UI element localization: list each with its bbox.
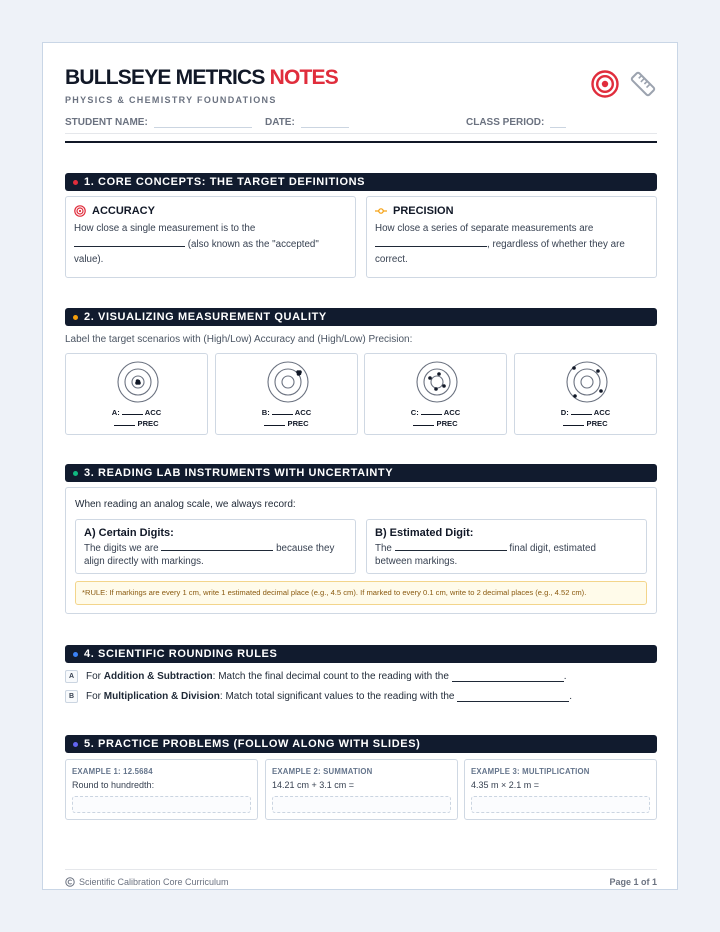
footer-curriculum: Scientific Calibration Core Curriculum xyxy=(79,877,229,887)
class-period-field[interactable] xyxy=(466,117,566,128)
target-b-diagram xyxy=(266,360,310,404)
class-period-label: CLASS PERIOD: xyxy=(466,117,545,128)
example-1-label: EXAMPLE 1: 12.5684 xyxy=(72,767,153,776)
section-3-header xyxy=(65,464,657,482)
certain-blank[interactable] xyxy=(161,541,273,551)
target-a-letter: A: xyxy=(111,408,120,417)
fields-underline xyxy=(65,133,657,134)
title-accent: NOTES xyxy=(269,66,338,89)
target-a-diagram xyxy=(116,360,160,404)
instruments-intro: When reading an analog scale, we always record: xyxy=(75,499,296,510)
target-a-prec: PREC xyxy=(137,419,159,428)
student-name-field[interactable] xyxy=(65,117,252,128)
rule-b-blank[interactable] xyxy=(457,692,569,702)
precision-line-2-text: , regardless of whether they are xyxy=(487,238,625,250)
rule-a-bold: Addition & Subtraction xyxy=(103,671,213,682)
instruments-panel xyxy=(65,487,657,614)
precision-blank[interactable] xyxy=(375,237,487,247)
target-c-acc: ACC xyxy=(443,408,461,417)
copyright-icon xyxy=(65,877,75,887)
target-b-prec: PREC xyxy=(287,419,309,428)
example-1-answer-box[interactable] xyxy=(72,796,251,813)
certain-digits-title: A) Certain Digits: xyxy=(84,527,174,539)
section-3-title: 3. READING LAB INSTRUMENTS WITH UNCERTAINTY xyxy=(84,467,394,479)
estimated-digit-text xyxy=(375,541,638,568)
example-card-3 xyxy=(464,759,657,820)
target-b-labels xyxy=(216,407,357,429)
student-name-label: STUDENT NAME: xyxy=(65,117,148,128)
estimated-digit-card xyxy=(366,519,647,574)
target-icon xyxy=(74,205,86,217)
target-c-prec-blank[interactable] xyxy=(413,419,434,426)
section-5-dot xyxy=(73,742,78,747)
practice-problems xyxy=(65,759,657,820)
rounding-rule-b xyxy=(65,690,572,703)
page-number: Page 1 of 1 xyxy=(609,877,657,887)
student-name-line[interactable] xyxy=(154,118,252,128)
target-c-prec: PREC xyxy=(436,419,458,428)
target-scenarios xyxy=(65,353,657,435)
accuracy-line-2-text: (also known as the "accepted" xyxy=(187,238,319,250)
example-card-1 xyxy=(65,759,258,820)
precision-title: PRECISION xyxy=(393,205,454,217)
section-2-title: 2. VISUALIZING MEASUREMENT QUALITY xyxy=(84,311,327,323)
example-2-prompt: 14.21 cm + 3.1 cm = xyxy=(272,780,355,790)
target-c-acc-blank[interactable] xyxy=(421,408,442,415)
section-3-dot xyxy=(73,471,78,476)
precision-line-1: How close a series of separate measurements are xyxy=(375,223,594,234)
ruler-icon xyxy=(629,70,657,98)
footer-left xyxy=(65,877,229,887)
target-c-labels xyxy=(365,407,506,429)
date-line[interactable] xyxy=(301,118,349,128)
section-5-header xyxy=(65,735,657,753)
estimated-blank[interactable] xyxy=(395,541,507,551)
page-title xyxy=(65,65,657,91)
accuracy-card xyxy=(65,196,356,278)
estimated-line-2: between markings. xyxy=(375,555,458,567)
accuracy-title-row xyxy=(74,205,347,217)
target-card-d xyxy=(514,353,657,435)
rule-b-pre: For xyxy=(86,691,104,702)
crosshair-icon xyxy=(375,205,387,217)
section-2-dot xyxy=(73,315,78,320)
precision-line-2 xyxy=(375,237,648,253)
target-d-letter: D: xyxy=(560,408,569,417)
section-1-header xyxy=(65,173,657,191)
rule-b-text: : Match total significant values to the reading with the xyxy=(219,691,455,702)
target-card-c xyxy=(364,353,507,435)
accuracy-blank[interactable] xyxy=(74,237,185,247)
target-d-acc: ACC xyxy=(593,408,611,417)
header-icons xyxy=(591,70,657,98)
rule-a-badge: A xyxy=(65,670,78,683)
precision-card xyxy=(366,196,657,278)
target-b-prec-blank[interactable] xyxy=(264,419,285,426)
title-main: BULLSEYE METRICS xyxy=(65,66,265,89)
example-3-answer-box[interactable] xyxy=(471,796,650,813)
rule-a-text: : Match the final decimal count to the reading with the xyxy=(212,671,449,682)
worksheet-content xyxy=(65,65,657,887)
precision-line-3: correct. xyxy=(375,254,408,266)
example-3-label: EXAMPLE 3: MULTIPLICATION xyxy=(471,767,590,776)
footer-divider xyxy=(65,869,657,870)
target-b-acc-blank[interactable] xyxy=(272,408,293,415)
rule-a-blank[interactable] xyxy=(452,672,564,682)
page-subtitle: PHYSICS & CHEMISTRY FOUNDATIONS xyxy=(65,95,277,105)
rule-b-bold: Multiplication & Division xyxy=(103,691,220,702)
precision-definition xyxy=(375,221,648,268)
example-3-prompt: 4.35 m × 2.1 m = xyxy=(471,780,540,790)
target-b-acc: ACC xyxy=(294,408,312,417)
section-2-header xyxy=(65,308,657,326)
rule-a-pre: For xyxy=(86,671,104,682)
class-period-line[interactable] xyxy=(550,118,566,128)
student-info-fields xyxy=(65,117,657,133)
target-d-prec-blank[interactable] xyxy=(563,419,584,426)
accuracy-title: ACCURACY xyxy=(92,205,155,217)
section-4-title: 4. SCIENTIFIC ROUNDING RULES xyxy=(84,648,278,660)
target-d-acc-blank[interactable] xyxy=(571,408,592,415)
target-card-b xyxy=(215,353,358,435)
estimated-pre: The xyxy=(375,543,392,554)
target-b-letter: B: xyxy=(261,408,270,417)
certain-digits-card xyxy=(75,519,356,574)
section-4-dot xyxy=(73,652,78,657)
uncertainty-rule-note: *RULE: If markings are every 1 cm, write 1 estimated decimal place (e.g., 4.5 cm). If marked to every 0.1 cm, write to 2 decimal places (e.g., 4.52 cm). xyxy=(75,581,647,605)
section-1-dot xyxy=(73,180,78,185)
target-d-labels xyxy=(515,407,656,429)
accuracy-line-3: value). xyxy=(74,254,104,266)
target-c-letter: C: xyxy=(410,408,419,417)
target-card-a xyxy=(65,353,208,435)
certain-pre: The digits we are xyxy=(84,543,159,554)
certain-post: because they xyxy=(276,543,335,554)
target-d-prec: PREC xyxy=(586,419,608,428)
target-d-diagram xyxy=(565,360,609,404)
rule-b-end: . xyxy=(569,691,573,702)
worksheet-page xyxy=(42,42,678,890)
rule-b-badge: B xyxy=(65,690,78,703)
example-1-prompt: Round to hundredth: xyxy=(72,780,155,790)
precision-title-row xyxy=(375,205,648,217)
section-5-title: 5. PRACTICE PROBLEMS (FOLLOW ALONG WITH SLIDES) xyxy=(84,738,421,750)
example-2-label: EXAMPLE 2: SUMMATION xyxy=(272,767,373,776)
bullseye-icon xyxy=(591,70,619,98)
target-a-labels xyxy=(66,407,207,429)
example-2-answer-box[interactable] xyxy=(272,796,451,813)
estimated-post: final digit, estimated xyxy=(509,543,596,554)
target-a-acc-blank[interactable] xyxy=(122,408,143,415)
target-a-acc: ACC xyxy=(144,408,162,417)
accuracy-line-1: How close a single measurement is to the xyxy=(74,223,256,234)
example-card-2 xyxy=(265,759,458,820)
rounding-rule-a xyxy=(65,670,566,683)
accuracy-line-2 xyxy=(74,237,347,253)
estimated-digit-title: B) Estimated Digit: xyxy=(375,527,474,539)
rule-a-end: . xyxy=(563,671,567,682)
date-label: DATE: xyxy=(265,117,295,128)
header-divider xyxy=(65,141,657,143)
section-2-instruction: Label the target scenarios with (High/Low) Accuracy and (High/Low) Precision: xyxy=(65,334,413,345)
date-field[interactable] xyxy=(265,117,349,128)
certain-line-2: align directly with markings. xyxy=(84,555,204,567)
target-a-prec-blank[interactable] xyxy=(114,419,135,426)
certain-digits-text xyxy=(84,541,347,568)
accuracy-definition xyxy=(74,221,347,268)
section-4-header xyxy=(65,645,657,663)
section-1-title: 1. CORE CONCEPTS: THE TARGET DEFINITIONS xyxy=(84,176,366,188)
target-c-diagram xyxy=(415,360,459,404)
